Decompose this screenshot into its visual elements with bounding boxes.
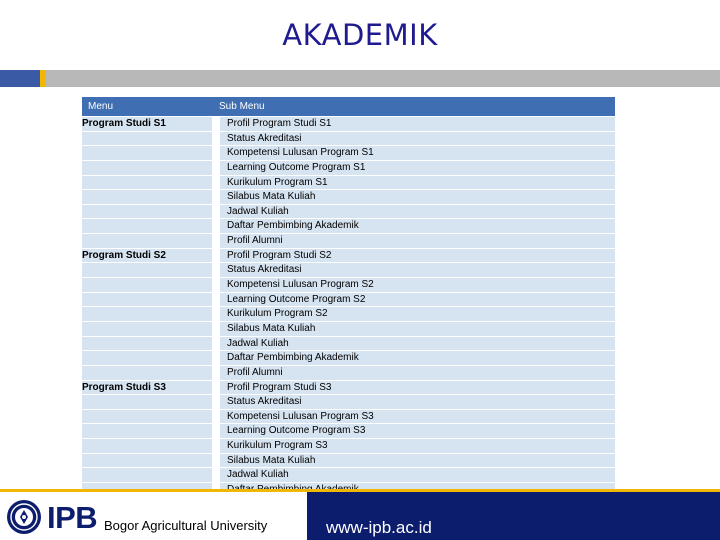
- table-row: [82, 248, 615, 263]
- menu-cell: [82, 423, 212, 438]
- table-row: [82, 218, 615, 233]
- university-name: Bogor Agricultural University: [104, 518, 268, 533]
- submenu-cell[interactable]: Jadwal Kuliah: [212, 204, 615, 219]
- menu-cell: [82, 233, 212, 248]
- submenu-cell[interactable]: Kurikulum Program S3: [212, 438, 615, 453]
- submenu-cell[interactable]: Silabus Mata Kuliah: [212, 189, 615, 204]
- menu-cell: [82, 131, 212, 146]
- submenu-cell[interactable]: Learning Outcome Program S2: [212, 292, 615, 307]
- table-row: [82, 409, 615, 424]
- table-row: [82, 350, 615, 365]
- submenu-cell[interactable]: Kurikulum Program S2: [212, 306, 615, 321]
- table-row: [82, 160, 615, 175]
- menu-column-header: Menu: [82, 97, 212, 116]
- menu-cell: [82, 438, 212, 453]
- menu-cell: [82, 394, 212, 409]
- table-row: [82, 204, 615, 219]
- page-title: AKADEMIK: [282, 18, 438, 52]
- table-row: [82, 131, 615, 146]
- top-bar-blue-block: [0, 70, 40, 87]
- submenu-cell[interactable]: Status Akreditasi: [212, 394, 615, 409]
- menu-cell: [82, 262, 212, 277]
- submenu-cell[interactable]: Learning Outcome Program S3: [212, 423, 615, 438]
- submenu-cell[interactable]: Silabus Mata Kuliah: [212, 321, 615, 336]
- submenu-cell[interactable]: Silabus Mata Kuliah: [212, 453, 615, 468]
- menu-cell: [82, 321, 212, 336]
- menu-cell: [82, 336, 212, 351]
- menu-cell: [82, 467, 212, 482]
- table-row: [82, 277, 615, 292]
- submenu-cell[interactable]: Daftar Pembimbing Akademik: [212, 350, 615, 365]
- table-row: [82, 262, 615, 277]
- ipb-seal-icon: [6, 499, 42, 535]
- menu-cell: [82, 160, 212, 175]
- table-row: [82, 336, 615, 351]
- menu-cell: [82, 145, 212, 160]
- submenu-cell[interactable]: Jadwal Kuliah: [212, 336, 615, 351]
- menu-cell: [82, 204, 212, 219]
- submenu-cell[interactable]: Kurikulum Program S1: [212, 175, 615, 190]
- table-row: [82, 189, 615, 204]
- table-row: [82, 394, 615, 409]
- submenu-cell[interactable]: Kompetensi Lulusan Program S3: [212, 409, 615, 424]
- table-row: [82, 423, 615, 438]
- table-row: [82, 175, 615, 190]
- submenu-cell[interactable]: Kompetensi Lulusan Program S1: [212, 145, 615, 160]
- menu-cell: [82, 218, 212, 233]
- table-row: [82, 306, 615, 321]
- menu-cell: [82, 365, 212, 380]
- submenu-cell[interactable]: Jadwal Kuliah: [212, 467, 615, 482]
- footer: [0, 489, 720, 540]
- menu-cell: [82, 292, 212, 307]
- table-row: [82, 292, 615, 307]
- top-decorative-bar: [0, 70, 720, 87]
- submenu-cell[interactable]: Profil Program Studi S1: [212, 116, 615, 131]
- menu-table: [82, 97, 615, 511]
- table-row: [82, 453, 615, 468]
- table-row: [82, 380, 615, 395]
- menu-cell: [82, 189, 212, 204]
- submenu-cell[interactable]: Profil Program Studi S2: [212, 248, 615, 263]
- table-row: [82, 116, 615, 131]
- submenu-cell[interactable]: Daftar Pembimbing Akademik: [212, 218, 615, 233]
- submenu-cell[interactable]: Kompetensi Lulusan Program S2: [212, 277, 615, 292]
- website-url-link[interactable]: www-ipb.ac.id: [326, 518, 432, 537]
- submenu-cell[interactable]: Learning Outcome Program S1: [212, 160, 615, 175]
- table-row: [82, 467, 615, 482]
- menu-cell: [82, 277, 212, 292]
- submenu-column-header: Sub Menu: [212, 97, 615, 116]
- submenu-cell[interactable]: Status Akreditasi: [212, 131, 615, 146]
- menu-cell: [82, 306, 212, 321]
- submenu-cell[interactable]: Profil Alumni: [212, 233, 615, 248]
- menu-cell[interactable]: Program Studi S2: [82, 248, 212, 263]
- menu-cell: [82, 175, 212, 190]
- menu-cell: [82, 350, 212, 365]
- submenu-cell[interactable]: Profil Program Studi S3: [212, 380, 615, 395]
- menu-cell: [82, 409, 212, 424]
- table-row: [82, 145, 615, 160]
- footer-url-band: [307, 492, 720, 540]
- top-bar-grey-band: [46, 70, 720, 87]
- menu-cell[interactable]: Program Studi S3: [82, 380, 212, 395]
- menu-cell: [82, 453, 212, 468]
- table-row: [82, 438, 615, 453]
- submenu-cell[interactable]: Status Akreditasi: [212, 262, 615, 277]
- table-header-row: [82, 97, 615, 116]
- footer-branding: [0, 492, 307, 540]
- table-row: [82, 321, 615, 336]
- table-row: [82, 233, 615, 248]
- menu-cell[interactable]: Program Studi S1: [82, 116, 212, 131]
- ipb-logo-text: IPB: [47, 500, 98, 535]
- table-row: [82, 365, 615, 380]
- submenu-cell[interactable]: Profil Alumni: [212, 365, 615, 380]
